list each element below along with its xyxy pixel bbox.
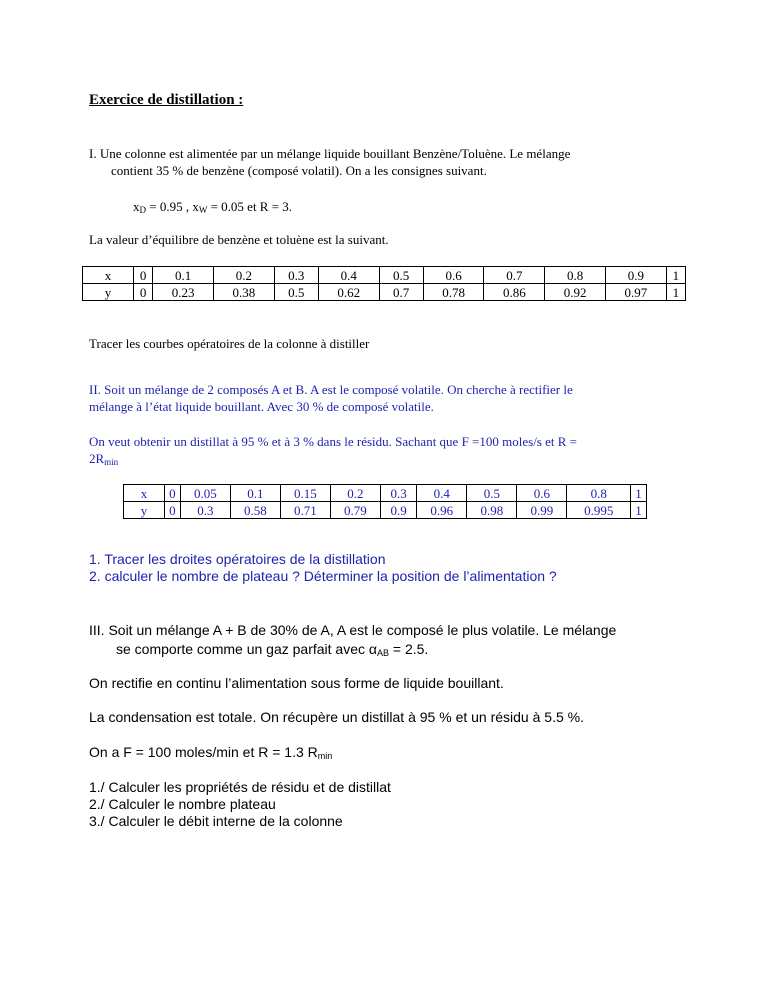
table-cell-x: 0.1 (153, 267, 214, 284)
table-row-y (124, 502, 647, 519)
table-cell-x: 0.9 (605, 267, 666, 284)
table-cell-x: 0 (165, 485, 181, 502)
ex1-conditions (133, 198, 292, 219)
ex1-task: Tracer les courbes opératoires de la colonne à distiller (89, 336, 370, 351)
table-row-y (83, 284, 686, 301)
table-cell-y: 0.96 (417, 502, 467, 519)
xd-subscript: D (139, 205, 146, 215)
table-cell-x: 0.1 (230, 485, 280, 502)
ex3-p1-line2 (89, 640, 616, 663)
table-cell-y: 0.23 (153, 284, 214, 301)
table-cell-x: 0.2 (330, 485, 380, 502)
table-cell-y: 0.79 (330, 502, 380, 519)
ex3-question-2: 2./ Calculer le nombre plateau (89, 796, 276, 812)
table-cell-x: 0.3 (380, 485, 416, 502)
table-cell-x: 0.8 (567, 485, 631, 502)
table-cell-x: 0.05 (180, 485, 230, 502)
table-header-x: x (124, 485, 165, 502)
table-cell-x: 0.4 (318, 267, 379, 284)
table-cell-y: 0.62 (318, 284, 379, 301)
table-cell-x: 0.5 (467, 485, 517, 502)
ex2-p1-line2: mélange à l’état liquide bouillant. Avec 30 % de composé volatile. (89, 399, 434, 414)
table-cell-y: 0 (134, 284, 153, 301)
ex2-r-subscript: min (104, 457, 119, 467)
ex2-p1-line1: II. Soit un mélange de 2 composés A et B. A est le composé volatile. On cherche à rectifier le (89, 382, 573, 397)
ex2-p2-line1: On veut obtenir un distillat à 95 % et à 3 % dans le résidu. Sachant que F =100 moles/s et R = (89, 434, 577, 449)
table-cell-x: 0.8 (545, 267, 606, 284)
ex1-intro-line2: contient 35 % de benzène (composé volatil). On a les consignes suivant. (111, 163, 487, 178)
page-title: Exercice de distillation : (89, 92, 244, 108)
table-cell-y: 0.9 (380, 502, 416, 519)
table-cell-y: 1 (666, 284, 685, 301)
ex3-question-1: 1./ Calculer les propriétés de résidu et de distillat (89, 779, 391, 795)
alpha-subscript: AB (377, 648, 390, 658)
table-cell-y: 0.97 (605, 284, 666, 301)
table-cell-y: 0.38 (213, 284, 274, 301)
table-cell-y: 0.92 (545, 284, 606, 301)
ex1-intro (89, 145, 570, 179)
ex3-p1-line2-post: = 2.5. (389, 641, 429, 657)
table-cell-y: 0.5 (274, 284, 318, 301)
table-cell-x: 0.15 (280, 485, 330, 502)
ex2-questions (89, 551, 557, 585)
ex2-question-2: 2. calculer le nombre de plateau ? Déterminer la position de l’alimentation ? (89, 568, 557, 584)
table-header-y: y (83, 284, 134, 301)
table-cell-x: 0 (134, 267, 153, 284)
table-cell-y: 0.3 (180, 502, 230, 519)
table-cell-y: 0.71 (280, 502, 330, 519)
table-row-x (83, 267, 686, 284)
ex2-paragraph1 (89, 381, 573, 415)
ex3-p4-subscript: min (317, 751, 333, 761)
ex3-paragraph2: On rectifie en continu l’alimentation sous forme de liquide bouillant. (89, 675, 504, 691)
table-cell-x: 0.5 (379, 267, 423, 284)
ex2-r-symbol: 2R (89, 451, 105, 466)
ex2-question-1: 1. Tracer les droites opératoires de la distillation (89, 551, 386, 567)
ex3-p1-line1: III. Soit un mélange A + B de 30% de A, A est le composé le plus volatile. Le mélange (89, 622, 617, 638)
ex3-questions (89, 779, 391, 830)
table-header-y: y (124, 502, 165, 519)
ex3-paragraph3: La condensation est totale. On récupère un distillat à 95 % et un résidu à 5.5 %. (89, 709, 584, 725)
alpha-symbol: α (368, 641, 377, 657)
ex1-equilibrium-text: La valeur d’équilibre de benzène et toluène est la suivant. (89, 232, 389, 247)
table-cell-y: 0.98 (467, 502, 517, 519)
ex2-equilibrium-table (123, 484, 647, 519)
table-cell-y: 0.7 (379, 284, 423, 301)
table-cell-y: 0.78 (423, 284, 484, 301)
ex3-question-3: 3./ Calculer le débit interne de la colonne (89, 813, 343, 829)
table-cell-x: 0.2 (213, 267, 274, 284)
ex2-p2-line2 (89, 450, 577, 471)
table-cell-y: 0.86 (484, 284, 545, 301)
xd-symbol: x (133, 199, 140, 214)
ex3-paragraph4 (89, 744, 332, 765)
table-cell-x: 1 (666, 267, 685, 284)
table-cell-x: 1 (631, 485, 647, 502)
table-cell-x: 0.6 (517, 485, 567, 502)
table-cell-x: 0.3 (274, 267, 318, 284)
ex1-intro-line1: I. Une colonne est alimentée par un mélange liquide bouillant Benzène/Toluène. Le mélange (89, 146, 571, 161)
xw-subscript: W (198, 205, 208, 215)
ex3-p4-main: On a F = 100 moles/min et R = 1.3 R (89, 744, 318, 760)
table-header-x: x (83, 267, 134, 284)
table-cell-y: 0.58 (230, 502, 280, 519)
xd-value: = 0.95 , (146, 199, 193, 214)
table-cell-x: 0.6 (423, 267, 484, 284)
ex1-equilibrium-table (82, 266, 686, 301)
table-cell-x: 0.4 (417, 485, 467, 502)
table-cell-y: 0.995 (567, 502, 631, 519)
table-cell-y: 0 (165, 502, 181, 519)
ex3-paragraph1 (89, 621, 616, 663)
ex2-paragraph2 (89, 433, 577, 471)
table-row-x (124, 485, 647, 502)
xw-value: = 0.05 et R = 3. (207, 199, 293, 214)
ex3-p1-line2-pre: se comporte comme un gaz parfait avec (116, 641, 369, 657)
table-cell-y: 1 (631, 502, 647, 519)
table-cell-y: 0.99 (517, 502, 567, 519)
table-cell-x: 0.7 (484, 267, 545, 284)
xw-symbol: x (192, 199, 199, 214)
